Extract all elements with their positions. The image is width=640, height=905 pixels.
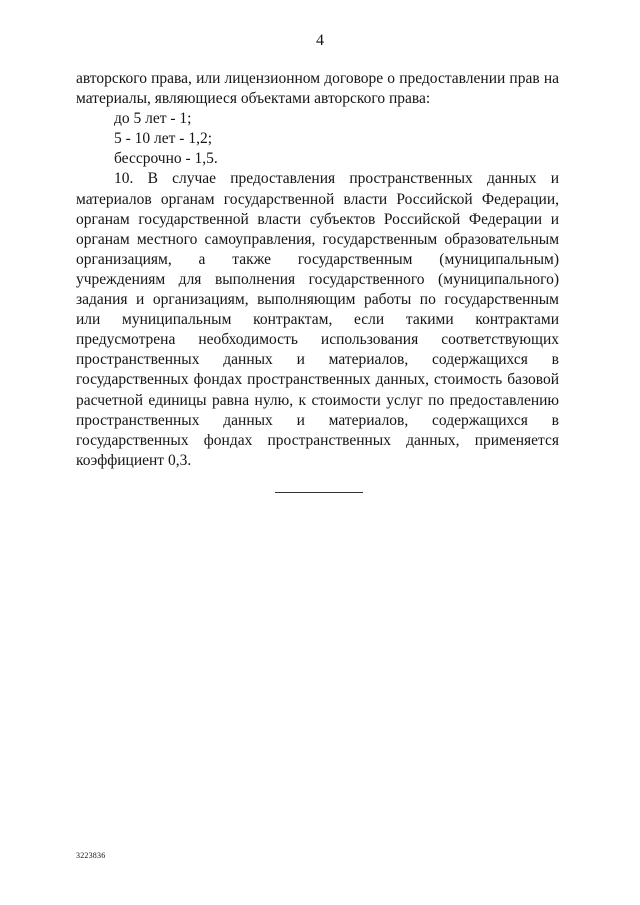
page-number: 4 (316, 32, 324, 49)
end-divider-line (275, 492, 363, 493)
document-code: 3223836 (76, 851, 106, 860)
clause-10-paragraph: 10. В случае предоставления пространственных данных и материалов органам государственной власти Российской Федерации, органам государственной власти субъектов Российской Федерации и органам местного самоуправления, государственным образовательным организациям, а также государственным (муниципальным) учреждениям для выполнения государственного (муниципального) задания и организациям, выполняющим работы по государственным или муниципальным контрактам, если такими контрактами предусмотрена необходимость использования соответствующих пространственных данных и материалов, содержащихся в государственных фондах пространственных данных, стоимость базовой расчетной единицы равна нулю, к стоимости услуг по предоставлению пространственных данных и материалов, содержащихся в государственных фондах пространственных данных, применяется коэффициент 0,3. (76, 170, 559, 469)
continuation-paragraph: авторского права, или лицензионном договоре о предоставлении прав на материалы, являющиеся объектами авторского права: (76, 70, 559, 108)
coefficient-item: 5 - 10 лет - 1,2; (114, 130, 213, 148)
coefficient-item: до 5 лет - 1; (114, 110, 192, 128)
coefficient-item: бессрочно - 1,5. (114, 150, 218, 168)
document-body (76, 69, 559, 471)
